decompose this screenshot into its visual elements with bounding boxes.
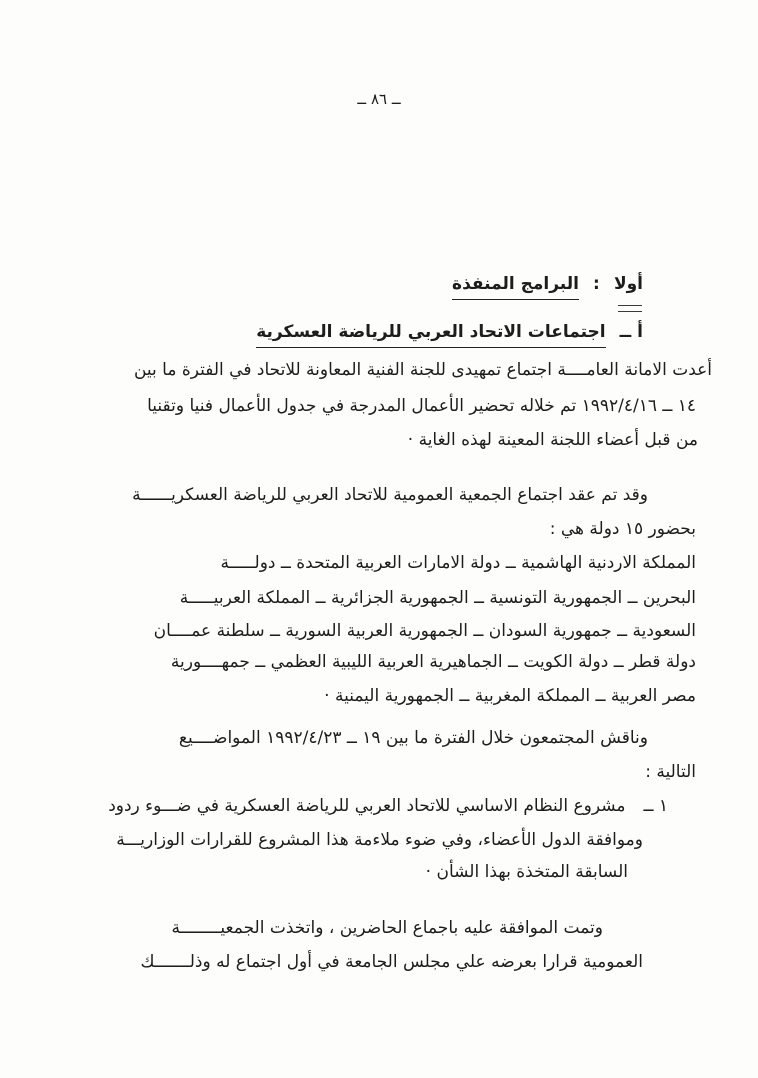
country-list-line: البحرين ــ الجمهورية التونسية ــ الجمهورية الجزائرية ــ المملكة العربيـــــة: [179, 588, 696, 608]
section-heading-label: أولا: [613, 274, 643, 294]
country-list-line: السعودية ــ جمهورية السودان ــ الجمهورية العربية السورية ــ سلطنة عمــــان: [153, 621, 696, 641]
item-text: مشروع النظام الاساسي للاتحاد العربي للرياضة العسكرية في ضـــوء ردود: [108, 796, 626, 816]
paragraph-line: وقد تم عقد اجتماع الجمعية العمومية للاتحاد العربي للرياضة العسكريــــــة: [132, 485, 648, 505]
paragraph-line: التالية :: [645, 762, 696, 782]
paragraph-line: أعدت الامانة العامــــة اجتماع تمهيدى للجنة الفنية المعاونة للاتحاد في الفترة ما بين: [133, 360, 712, 380]
paragraph-line: وتمت الموافقة عليه باجماع الحاضرين ، واتخذت الجمعيــــــــة: [171, 918, 603, 938]
numbered-item: [108, 796, 668, 816]
section-heading-first: [452, 274, 643, 300]
paragraph-line: بحضور ١٥ دولة هي :: [549, 519, 696, 539]
paragraph-line: من قبل أعضاء اللجنة المعينة لهذه الغاية ·: [407, 430, 698, 450]
item-number: ١ ــ: [643, 796, 668, 816]
country-list-line: دولة قطر ــ دولة الكويت ــ الجماهيرية العربية الليبية العظمي ــ جمهــــورية: [170, 652, 696, 672]
paragraph-line: وموافقة الدول الأعضاء، وفي ضوء ملاءمة هذا المشروع للقرارات الوزاريـــة: [116, 830, 643, 850]
emphasis-marks: [618, 305, 642, 312]
paragraph-line: ١٤ ــ ١٩٩٢/٤/١٦ تم خلاله تحضير الأعمال المدرجة في جدول الأعمال فنيا وتقنيا: [147, 396, 696, 416]
sub-heading-title: اجتماعات الاتحاد العربي للرياضة العسكرية: [256, 322, 605, 348]
country-list-line: مصر العربية ــ المملكة المغربية ــ الجمهورية اليمنية ·: [324, 686, 696, 706]
country-list-line: المملكة الاردنية الهاشمية ــ دولة الامارات العربية المتحدة ــ دولـــــة: [220, 553, 696, 573]
sub-heading-label: أ ــ: [619, 322, 643, 342]
sub-heading: [256, 322, 643, 348]
section-heading-colon: :: [592, 274, 600, 294]
paragraph-line: العمومية قرارا بعرضه علي مجلس الجامعة في أول اجتماع له وذلـــــــك: [140, 952, 643, 972]
section-heading-title: البرامج المنفذة: [452, 274, 579, 300]
paragraph-line: وناقش المجتمعون خلال الفترة ما بين ١٩ ــ ١٩٩٢/٤/٢٣ المواضــــيع: [178, 728, 648, 748]
paragraph-line: السابقة المتخذة بهذا الشأن ·: [425, 862, 628, 882]
page-number: ــ ٨٦ ــ: [357, 90, 401, 108]
